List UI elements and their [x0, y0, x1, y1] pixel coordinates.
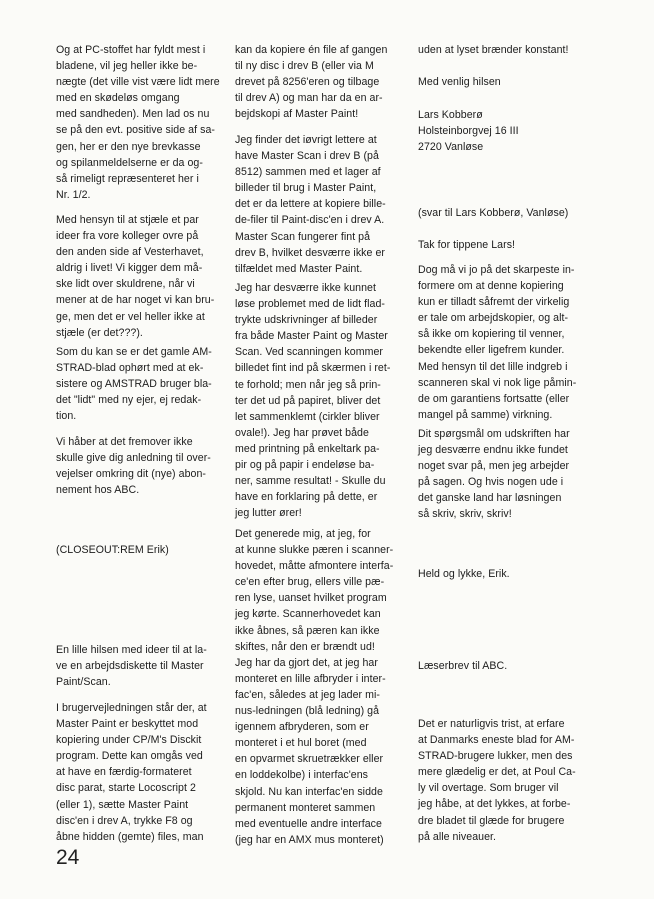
paragraph: Vi håber at det fremover ikke skulle give dig anledning til over- vejelser omkring dit (nye) abon- nement hos ABC.	[56, 436, 211, 497]
paragraph: Som du kan se er det gamle AM- STRAD-blad ophørt med at ek- sistere og AMSTRAD bruger bla- det "lidt" med ny ejer, ej redak- tion.	[56, 346, 212, 423]
paragraph: kan da kopiere én file af gangen til ny disc i drev B (eller via M drevet på 8256'eren og tilbage til drev A) og man har da en ar- bejdskopi af Master Paint!	[235, 44, 388, 121]
paragraph: Med hensyn til at stjæle et par ideer fra vore kolleger ovre på den anden side af Vesterhavet, aldrig i livet! Vi kigger dem må- ske lidt over skuldrene, når vi mener at de har noget vi kan bru- ge, men det er vel heller ikke at stjæle (er det???).	[56, 214, 215, 339]
paragraph: Tak for tippene Lars!	[418, 239, 516, 251]
address-block: Lars Kobberø Holsteinborgvej 16 III 2720 Vanløse	[418, 109, 519, 154]
section-heading: En lille hilsen med ideer til at la- ve en arbejdsdiskette til Master Paint/Scan.	[56, 644, 207, 689]
closing: Med venlig hilsen	[418, 76, 501, 88]
paragraph: uden at lyset brænder konstant!	[418, 44, 569, 56]
section-heading: Læserbrev til ABC.	[418, 660, 508, 672]
paragraph: Det generede mig, at jeg, for at kunne slukke pæren i scanner- hovedet, måtte afmontere interfa- ce'en efter brug, ellers ville pæ- ren lyse, uanset hvilket program jeg kørte. Scannerhovedet kan ikke åbnes, så pæren kan ikke skiftes, når den er brændt ud! Jeg har da gjort det, at jeg har monteret en lille afbryder i inter- fac'en, således at jeg lader mi- nus-ledningen (blå ledning) gå igennem afbryderen, som er monteret i et hul boret (med en opvarmet skruetrækker eller en loddekolbe) i interfac'ens skjold. Nu kan interfac'en sidde permanent monteret sammen med eventuelle andre interface (jeg har en AMX mus monteret)	[235, 528, 394, 846]
paragraph: Jeg har desværre ikke kunnet løse problemet med de lidt flad- trykte udskrivninger af billeder fra både Master Paint og Master Scan. Ved scanningen kommer billedet fint ind på skærmen i ret- te forhold; men når jeg så prin- ter det ud på papiret, bliver det let sammenklemt (cirkler bliver ovale!). Jeg har prøvet både med printning på enkeltark pa- pir og på papir i endeløse ba- ner, samme resultat! - Skulle du have en forklaring på dette, er jeg lutter ører!	[235, 282, 391, 520]
paragraph: Det er naturligvis trist, at erfare at Danmarks eneste blad for AM- STRAD-brugere lukker, men des mere glædelig er det, at Poul Ca- ly vil overtage. Som bruger vil jeg håbe, at det lykkes, at forbe- dre bladet til glæde for brugere på alle niveauer.	[418, 718, 576, 843]
paragraph: Dit spørgsmål om udskriften har jeg desværre endnu ikke fundet noget svar på, men jeg arbejder på sagen. Og hvis nogen ude i det ganske land har løsningen så skriv, skriv, skriv!	[418, 428, 570, 521]
paragraph: Dog må vi jo på det skarpeste in- formere om at denne kopiering kun er tilladt såfremt der virkelig er tale om arbejdskopier, og alt- så ikke om kopiering til venner, bekendte eller ligefrem kunder. Med hensyn til det lille indgreb i scanneren skal vi nok lige påmin- de om garantiens fortsatte (eller mangel på samme) virkning.	[418, 264, 577, 421]
signature-line: Held og lykke, Erik.	[418, 568, 510, 580]
paragraph: Jeg finder det iøvrigt lettere at have Master Scan i drev B (på 8512) sammen med et lager af billeder til brug i Master Paint, det er da lettere at kopiere bille- de-filer til Paint-disc'en i drev A. Master Scan fungerer fint på drev B, hvilket desværre ikke er tilfældet med Master Paint.	[235, 134, 386, 275]
paragraph: I brugervejledningen står der, at Master Paint er beskyttet mod kopiering under CP/M's Disckit program. Dette kan omgås ved at have en færdig-formateret disc parat, starte Locoscript 2 (eller 1), sætte Master Paint disc'en i drev A, trykke F8 og åbne hidden (gemte) files, man	[56, 702, 207, 843]
paragraph: Og at PC-stoffet har fyldt mest i bladene, vil jeg heller ikke be- nægte (det ville vist være lidt mere med en skødeløs omgang med sandheden). Men lad os nu se på den evt. positive side af sa- gen, her er den nye brevkasse og spilanmeldelserne er da og- så rimeligt repræsenteret her i Nr. 1/2.	[56, 44, 220, 201]
section-heading: (svar til Lars Kobberø, Vanløse)	[418, 207, 569, 219]
page-number: 24	[56, 846, 80, 869]
signature-line: (CLOSEOUT:REM Erik)	[56, 544, 169, 556]
